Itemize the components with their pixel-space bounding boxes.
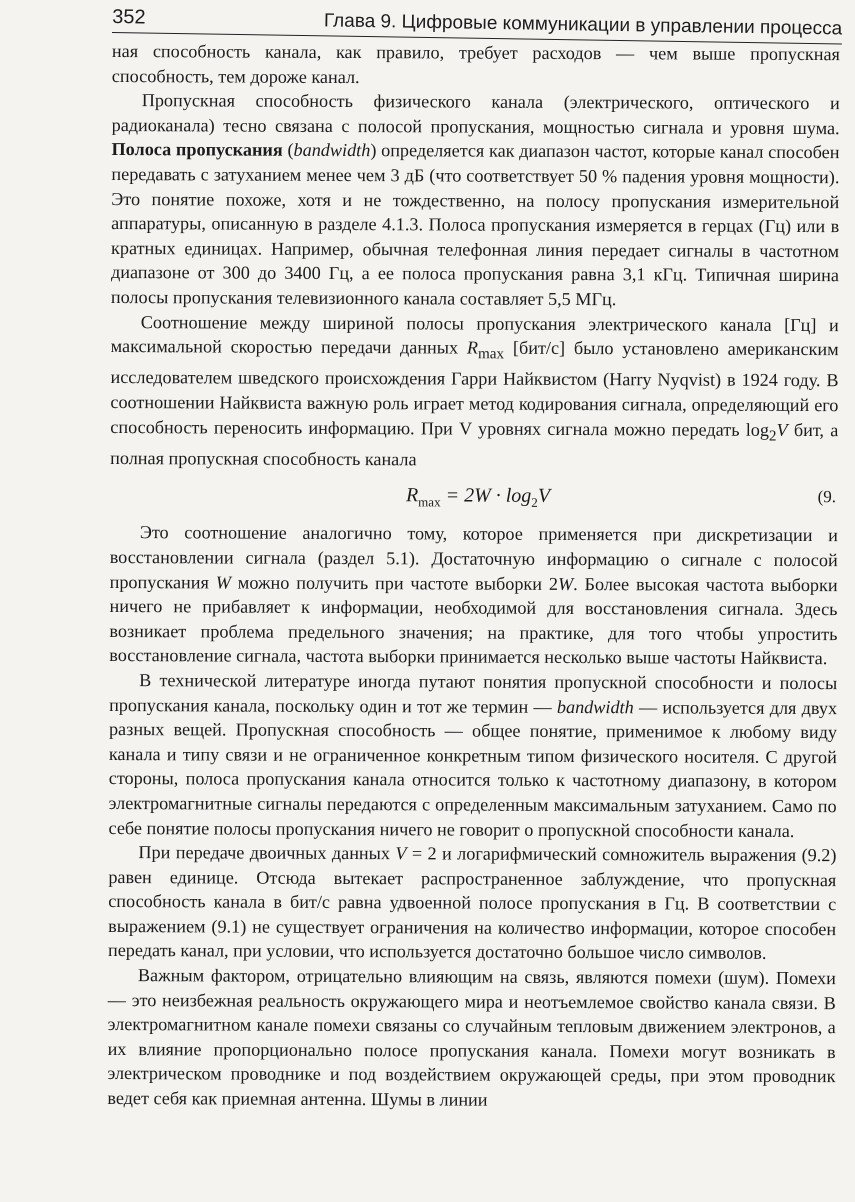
subscript: 2 xyxy=(768,427,777,445)
paragraph xyxy=(111,88,840,313)
text-run: Важным фактором, отрицательно влияющим на связь, являются помехи (шум). Помехи — это неизбежная реальность окружающего мира и неотъемлемое свойство канала связи. В электромагнитном канале помехи связаны со случайным тепловым движением электронов, а их влияние пропорционально полосе пропускания канала. Помехи могут возникать в электрическом проводнике и под воздействием окружающей среды, при этом проводник ведет себя как приемная антенна. Шумы в линии xyxy=(107,965,836,1110)
italic-text: bandwidth xyxy=(293,140,371,161)
term-highlight: Полоса пропускания xyxy=(111,139,283,161)
text-run: [бит/с] было установлено американским исследователем шведского происхождения Гарри Найквистом (Harry Nyqvist) в 1924 году. В соотношении Найквиста важную роль играет метод кодирования сигнала, определяющий его способность переносить информацию. При V уровнях сигнала можно передать log xyxy=(110,337,839,440)
paragraph xyxy=(107,963,836,1114)
equation-number: (9. xyxy=(817,487,837,507)
text-run: . Более высокая частота выборки ничего не прибавляет к информации, необходимой для восстановления сигнала. Здесь возникает проблема предельного значения; на практике, для того чтобы упростить восстановление сигнала, частота выборки принимается несколько выше частоты Найквиста. xyxy=(109,573,838,669)
paragraph xyxy=(110,310,839,474)
text-run: ( xyxy=(282,140,294,161)
italic-text: V xyxy=(776,419,788,440)
text-run: Пропускная способность физического канала (электрического, оптического и радиоканала) тесно связана с полосой пропускания, мощностью сигнала и уровня шума. xyxy=(111,90,840,138)
paragraph xyxy=(109,668,838,843)
paragraph xyxy=(112,39,840,91)
running-title: Глава 9. Цифровые коммуникации в управлении процесса xyxy=(323,10,843,40)
italic-text: R xyxy=(466,337,479,358)
text-run: В технической литературе иногда путают понятия пропускной способности и полосы пропускания канала, поскольку один и тот же термин — xyxy=(109,670,838,717)
italic-text: bandwidth xyxy=(556,696,634,717)
text-run: — используется для двух разных вещей. Пропускная способность — общее понятие, применимое к любому виду канала и типу связи и не ограниченное конкретным типом физического носителя. С другой стороны, полоса пропускания канала относится только к частотному диапазону, в котором электромагнитные сигналы передаются с определенным максимальным затуханием. Само по себе понятие полосы пропускания ничего не говорит о пропускной способности канала. xyxy=(108,696,838,841)
text-run: При передаче двоичных данных xyxy=(138,842,396,864)
text-run: ) определяется как диапазон частот, которые канал способен передавать с затуханием менее чем 3 дБ (что соответствует 50 % падения уровня мощности). Это понятие похоже, хотя и не тождественно, на полосу пропускания измерительной аппаратуры, описанную в разделе 4.1.3. Полоса пропускания измеряется в герцах (Гц) или в кратных единицах. Например, обычная телефонная линия передает сигналы в частотном диапазоне от 300 до 3400 Гц, а ее полоса пропускания равна 3,1 кГц. Типичная ширина полосы пропускания телевизионного канала составляет 5,5 МГц. xyxy=(110,140,840,310)
text-run: Соотношение между шириной полосы пропускания электрического канала xyxy=(140,311,785,335)
italic-text: W xyxy=(557,573,574,594)
body-text xyxy=(107,39,840,1114)
text-run: ная способность канала, как правило, требует расходов — чем выше пропускная способность, тем дороже канал. xyxy=(111,40,840,87)
italic-text: V xyxy=(395,843,407,864)
text-run: Это соотношение аналогично тому, которое применяется при дискретизации и восстановлении сигнала (раздел 5.1). Достаточную информацию о сигнале с полосой пропускания xyxy=(109,522,838,593)
text-run: = 2 и логарифмический сомножитель выражения (9.2) равен единице. Отсюда вытекает распространенное заблуждение, что пропускная способность канала в бит/с равна удвоенной полосе пропускания в Гц. В соответствии с выражением (9.1) не существует ограничения на количество информации, которое способен передать канал, при условии, что используется достаточно большое число символов. xyxy=(107,843,837,964)
text-run: можно получить при частоте выборки 2 xyxy=(230,572,559,594)
equation-nyquist xyxy=(110,474,838,517)
paragraph xyxy=(108,840,837,966)
paragraph xyxy=(109,520,838,671)
italic-text: W xyxy=(215,572,232,593)
equation-formula: $R_{max} = 2W \cdot \log_2V$ xyxy=(405,484,551,511)
text-run: [Гц] и максимальной скоростью передачи данных xyxy=(110,314,839,358)
page-number: 352 xyxy=(112,6,146,29)
text-run: бит, а полная пропускная способность канала xyxy=(110,419,839,470)
subscript: max xyxy=(477,345,505,363)
